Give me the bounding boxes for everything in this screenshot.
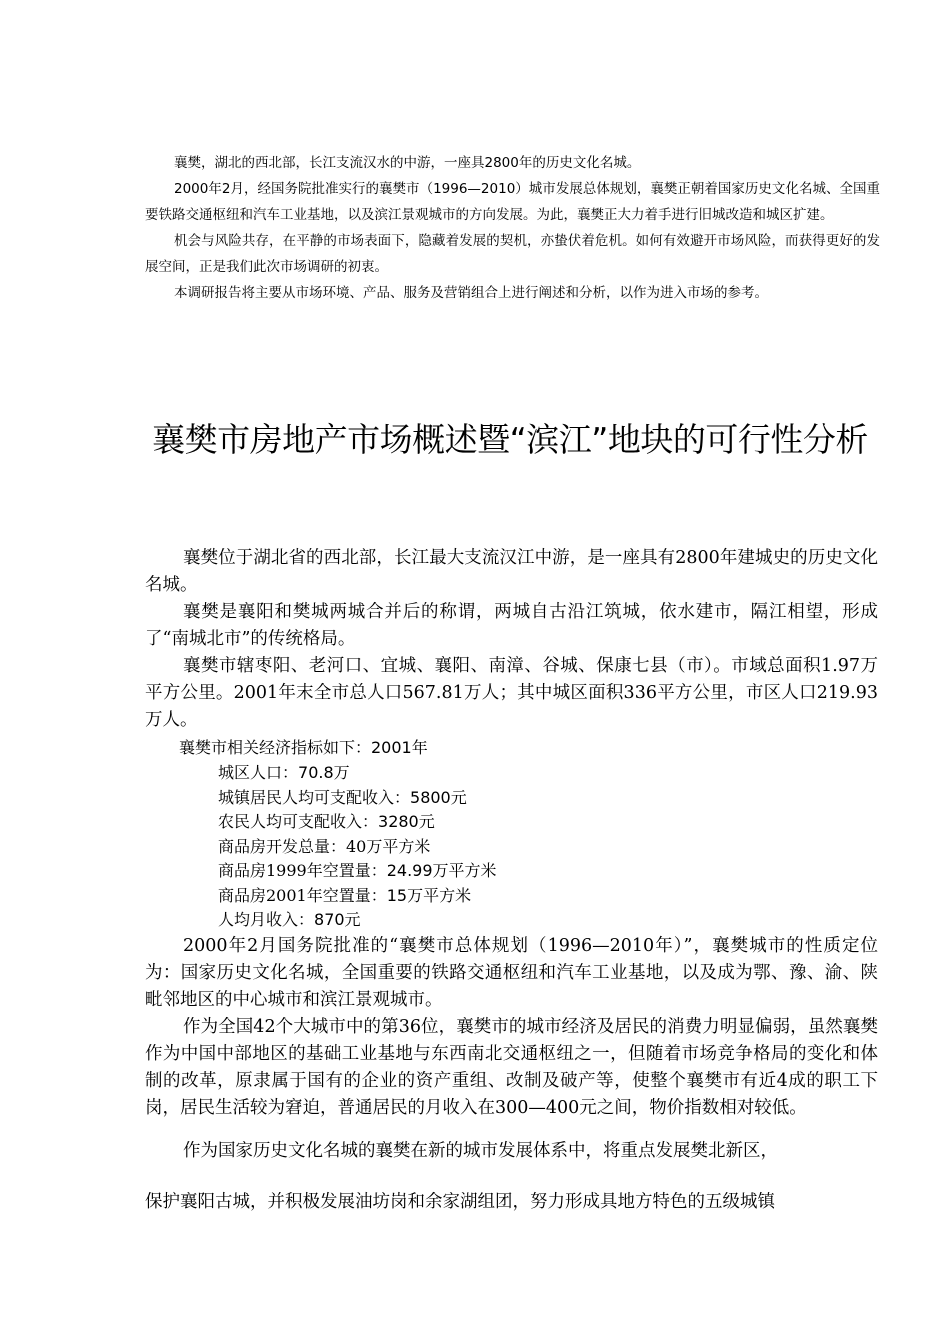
text-run: 作为国家历史文化名城的襄樊在新的城市发展体系中，将重点发展 <box>183 1140 691 1161</box>
indicator-value: 15万平方米 <box>386 885 472 905</box>
indicator-item <box>218 810 878 835</box>
place-name: 樊北新区 <box>690 1140 761 1161</box>
body-paragraph-6 <box>145 1138 878 1165</box>
indicator-label: 农民人均可支配收入： <box>218 812 379 831</box>
indicator-item <box>218 859 878 884</box>
indicator-label: 商品房2001年空置量： <box>218 885 387 905</box>
indicator-item <box>218 884 878 909</box>
indicator-item <box>218 835 878 860</box>
body-paragraph-5: 作为全国42个大城市中的第36位，襄樊市的城市经济及居民的消费力明显偏弱，虽然襄樊作为中国中部地区的基础工业基地与东西南北交通枢纽之一，但随着市场竞争格局的变化和体制的改革，原隶属于国有的企业的资产重组、改制及破产等，使整个襄樊市有近4成的职工下岗，居民生活较为窘迫，普通居民的月收入在300—400元之间，物价指数相对较低。 <box>145 1016 878 1118</box>
body-paragraph-3: 襄樊市辖枣阳、老河口、宜城、襄阳、南漳、谷城、保康七县（市）。市域总面积1.97万平方公里。2001年末全市总人口567.81万人；其中城区面积336平方公里，市区人口219.93万人。 <box>145 656 878 730</box>
text-run: ，并积极发展 <box>250 1191 355 1212</box>
place-name: 余家湖 <box>425 1191 478 1212</box>
body-section <box>145 545 878 1216</box>
indicator-item <box>218 908 878 933</box>
text-run: 和 <box>407 1191 425 1212</box>
indicator-value: 3280元 <box>378 812 435 831</box>
indicator-label: 城区人口： <box>218 763 299 782</box>
intro-paragraph-3: 机会与风险共存，在平静的市场表面下，隐藏着发展的契机，亦蛰伏着危机。如何有效避开市场风险，而获得更好的发展空间，正是我们此次市场调研的初衷。 <box>145 233 880 275</box>
body-paragraph-1: 襄樊位于湖北省的西北部，长江最大支流汉江中游，是一座具有2800年建城史的历史文化名城。 <box>145 548 878 595</box>
indicators-title: 襄樊市相关经济指标如下：2001年 <box>179 738 428 757</box>
indicator-label: 商品房开发总量：40万平方米 <box>218 836 431 856</box>
text-run: 组团，努力形成具地方特色的五级城镇 <box>477 1191 775 1212</box>
document-title: 襄樊市房地产市场概述暨“滨江”地块的可行性分析 <box>152 420 868 459</box>
indicator-label: 人均月收入： <box>218 910 315 929</box>
indicator-item <box>218 761 878 786</box>
place-name: 襄阳古城 <box>180 1191 250 1212</box>
indicator-value: 870元 <box>314 910 361 929</box>
body-paragraph-2: 襄樊是襄阳和樊城两城合并后的称谓，两城自古沿江筑城，依水建市，隔江相望，形成了“南城北市”的传统格局。 <box>145 602 878 649</box>
indicator-value: 24.99万平方米 <box>386 861 497 880</box>
body-paragraph-7 <box>145 1189 878 1216</box>
indicator-value: 5800元 <box>410 787 467 807</box>
text-run: 保护 <box>145 1191 180 1212</box>
intro-paragraph-1: 襄樊，湖北的西北部，长江支流汉水的中游，一座具2800年的历史文化名城。 <box>174 155 641 171</box>
indicator-value: 70.8万 <box>298 763 350 782</box>
place-name: 油坊岗 <box>355 1191 408 1212</box>
indicator-label: 商品房1999年空置量： <box>218 861 387 880</box>
text-run: ， <box>760 1140 778 1161</box>
body-paragraph-4: 2000年2月国务院批准的“襄樊市总体规划（1996—2010年）”，襄樊城市的性质定位为：国家历史文化名城，全国重要的铁路交通枢纽和汽车工业基地，以及成为鄂、豫、渝、陕毗邻地区的中心城市和滨江景观城市。 <box>145 935 878 1010</box>
intro-paragraph-4: 本调研报告将主要从市场环境、产品、服务及营销组合上进行阐述和分析，以作为进入市场的参考。 <box>174 285 768 301</box>
indicator-item <box>218 786 878 811</box>
intro-section <box>145 150 880 306</box>
indicator-label: 城镇居民人均可支配收入： <box>218 787 411 807</box>
intro-paragraph-2: 2000年2月，经国务院批准实行的襄樊市（1996—2010）城市发展总体规划，襄樊正朝着国家历史文化名城、全国重要铁路交通枢纽和汽车工业基地，以及滨江景观城市的方向发展。为此，襄樊正大力着手进行旧城改造和城区扩建。 <box>145 181 880 223</box>
